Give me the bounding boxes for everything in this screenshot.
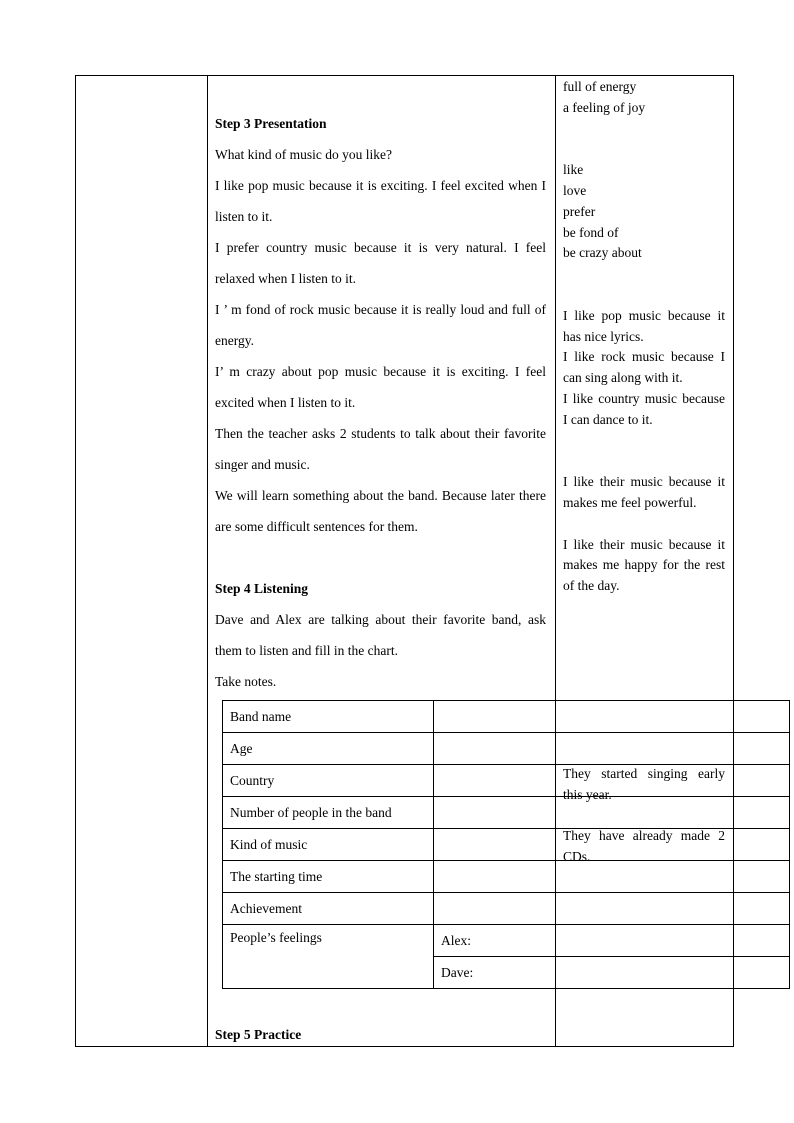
row-label: People’s feelings (223, 925, 434, 989)
row-label: The starting time (223, 861, 434, 893)
right-notes (563, 77, 725, 597)
table-row (223, 893, 790, 925)
answer-cell[interactable] (434, 893, 556, 925)
step3-line: What kind of music do you like? (215, 147, 392, 162)
phrase: a feeling of joy (563, 99, 646, 115)
row-label: Country (223, 765, 434, 797)
answer-cell[interactable] (434, 829, 556, 861)
step3-line: I like pop music because it is exciting. I feel excited when I listen to it. (215, 178, 546, 224)
example-sentence: I like country music because I can dance to it. (563, 390, 725, 427)
feeling-sentence: I like their music because it makes me happy for the rest of the day. (563, 536, 725, 594)
feeling-sentence: I like their music because it makes me feel powerful. (563, 474, 725, 510)
step5-heading: Step 5 Practice (215, 1027, 302, 1042)
verb: be fond of (563, 224, 619, 240)
step3-line: I prefer country music because it is very natural. I feel relaxed when I listen to it. (215, 240, 546, 286)
verb: like (563, 162, 584, 178)
dave-label: Dave: (434, 957, 556, 989)
example-sentence: I like rock music because I can sing along with it. (563, 349, 725, 386)
column-divider-1 (207, 75, 208, 1046)
step4-line: Take notes. (215, 674, 277, 689)
row-label: Achievement (223, 893, 434, 925)
table-left-border (75, 75, 76, 1046)
step3-heading: Step 3 Presentation (215, 116, 327, 131)
row-label: Number of people in the band (223, 797, 434, 829)
table-right-border-lower (733, 987, 734, 1046)
answer-cell[interactable] (556, 925, 734, 957)
step3-line: We will learn something about the band. Because later there are some difficult sentences for them. (215, 488, 546, 534)
step3-line: I ’ m fond of rock music because it is really loud and full of energy. (215, 302, 546, 348)
verb: prefer (563, 203, 596, 219)
step3-line: I’ m crazy about pop music because it is exciting. I feel excited when I listen to it. (215, 364, 546, 410)
answer-cell[interactable] (434, 861, 556, 893)
row-label: Band name (223, 701, 434, 733)
table-row (223, 925, 790, 957)
overlay-note: They started singing early this year. (563, 766, 725, 802)
table-right-border-upper (733, 75, 734, 701)
overlay-note: They have already made 2 CDs. (563, 828, 725, 864)
step5-block (215, 1019, 546, 1050)
table-top-border (75, 75, 734, 76)
table-row (223, 733, 790, 765)
step4-heading: Step 4 Listening (215, 581, 309, 596)
answer-cell[interactable] (434, 797, 556, 829)
lesson-steps (215, 108, 546, 697)
alex-label: Alex: (434, 925, 556, 957)
verb: be crazy about (563, 245, 642, 261)
verb: love (563, 182, 587, 198)
answer-cell[interactable] (434, 701, 556, 733)
row-label: Kind of music (223, 829, 434, 861)
table-row (223, 701, 790, 733)
row-label: Age (223, 733, 434, 765)
step3-line: Then the teacher asks 2 students to talk about their favorite singer and music. (215, 426, 546, 472)
answer-cell[interactable] (434, 733, 556, 765)
column-divider-2-upper (555, 75, 556, 701)
phrase: full of energy (563, 79, 637, 94)
example-sentence: I like pop music because it has nice lyrics. (563, 307, 725, 344)
answer-cell[interactable] (556, 957, 734, 989)
answer-cell[interactable] (434, 765, 556, 797)
column-divider-2-lower (555, 987, 556, 1046)
step4-line: Dave and Alex are talking about their favorite band, ask them to listen and fill in the chart. (215, 612, 546, 658)
